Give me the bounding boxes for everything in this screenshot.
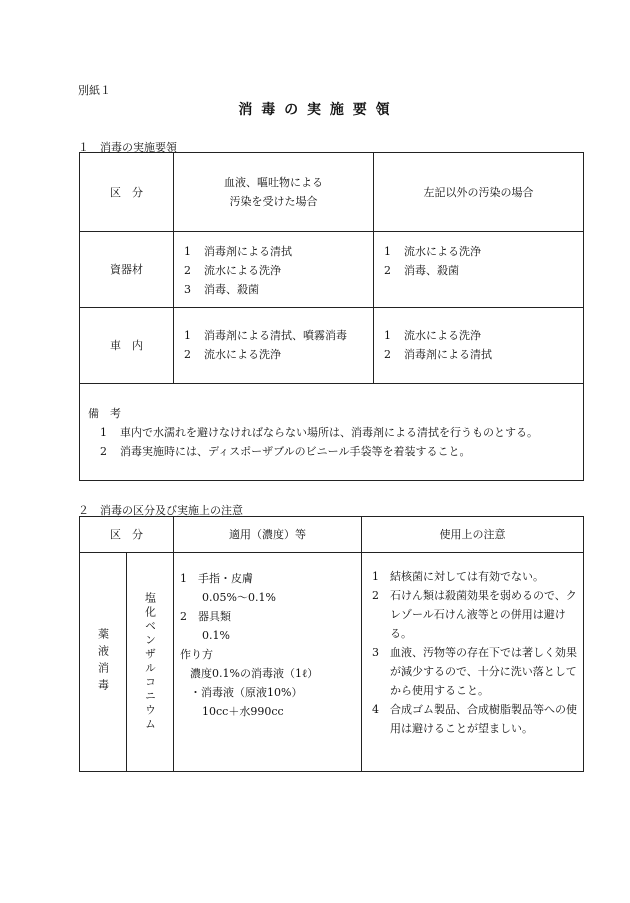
section2-heading: ２ 消毒の区分及び実施上の注意	[78, 504, 243, 517]
caution-item: 2 石けん類は殺菌効果を弱めるので、クレゾール石けん液等との併用は避ける。	[372, 589, 577, 640]
list-item: 3 消毒、殺菌	[184, 283, 259, 296]
application-line: ・消毒液（原液10%）	[190, 686, 303, 699]
disinfection-procedure-table	[79, 152, 584, 481]
header-blood-line: 汚染を受けた場合	[229, 195, 318, 208]
usage-cautions	[362, 553, 584, 772]
remarks	[80, 384, 584, 481]
list-item: 1 流水による洗浄	[384, 329, 481, 342]
vehicle-other-steps	[374, 308, 584, 384]
page-title: 消 毒 の 実 施 要 領	[238, 102, 392, 118]
equipment-blood-steps	[174, 232, 374, 308]
caution-item: 1 結核菌に対しては有効でない。	[372, 570, 544, 583]
doc-label: 別紙１	[78, 84, 111, 97]
list-item: 2 消毒、殺菌	[384, 264, 459, 277]
application-line: 0.1%	[202, 629, 230, 642]
list-item: 2 流水による洗浄	[184, 348, 281, 361]
application-line: 2 器具類	[180, 610, 231, 623]
list-item: 1 消毒剤による清拭、噴霧消毒	[184, 329, 347, 342]
row-label-equipment: 資器材	[80, 232, 174, 308]
application-line: 1 手指・皮膚	[180, 572, 253, 585]
equipment-other-steps	[374, 232, 584, 308]
remark-item: 1 車内で水濡れを避けなければならない場所は、消毒剤による清拭を行うものとする。	[100, 426, 538, 439]
header-caution: 使用上の注意	[362, 517, 584, 553]
header-category: 区 分	[80, 153, 174, 232]
remarks-heading: 備 考	[88, 407, 121, 420]
agent-name-text: 塩化ベンザルコニウム	[143, 592, 157, 732]
application-details	[174, 553, 362, 772]
header-blood	[174, 153, 374, 232]
disinfectant-usage-table	[79, 516, 584, 772]
agent-name	[127, 553, 174, 772]
header-category: 区 分	[80, 517, 174, 553]
remark-item: 2 消毒実施時には、ディスポーザブルのビニール手袋等を着装すること。	[100, 445, 471, 458]
header-other: 左記以外の汚染の場合	[374, 153, 584, 232]
list-item: 2 消毒剤による清拭	[384, 348, 492, 361]
header-application: 適用（濃度）等	[174, 517, 362, 553]
group-label-text: 薬液消毒	[96, 628, 110, 696]
vehicle-blood-steps	[174, 308, 374, 384]
caution-item: 4 合成ゴム製品、合成樹脂製品等への使用は避けることが望ましい。	[372, 703, 577, 735]
caution-item: 3 血液、汚物等の存在下では著しく効果が減少するので、十分に洗い落としてから使用すること。	[372, 646, 577, 697]
list-item: 1 流水による洗浄	[384, 245, 481, 258]
list-item: 1 消毒剤による清拭	[184, 245, 292, 258]
application-line: 0.05%〜0.1%	[202, 591, 276, 604]
application-line: 作り方	[180, 648, 213, 661]
header-blood-line: 血液、嘔吐物による	[224, 176, 323, 189]
application-line: 濃度0.1%の消毒液（1ℓ）	[190, 667, 319, 680]
row-label-vehicle: 車 内	[80, 308, 174, 384]
list-item: 2 流水による洗浄	[184, 264, 281, 277]
section1-heading: １ 消毒の実施要領	[78, 141, 177, 154]
application-line: 10cc＋水990cc	[202, 705, 284, 718]
group-label	[80, 553, 127, 772]
